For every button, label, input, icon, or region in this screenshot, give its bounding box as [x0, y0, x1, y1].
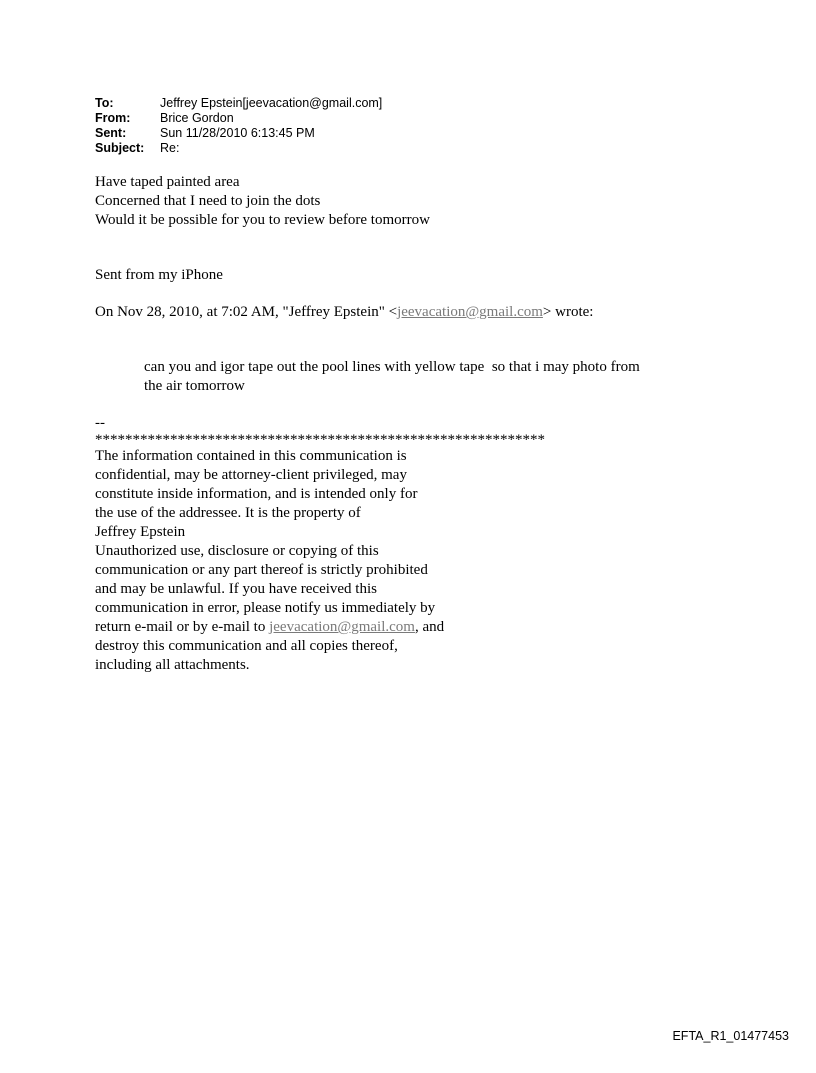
disclaimer-line: including all attachments. — [95, 657, 250, 673]
disclaimer — [95, 414, 545, 675]
disclaimer-line: destroy this communication and all copies thereof, — [95, 638, 398, 654]
to-value: Jeffrey Epstein[jeevacation@gmail.com] — [160, 96, 383, 110]
email-header — [95, 96, 382, 156]
quote-intro — [95, 303, 593, 322]
disclaimer-line: the use of the addressee. It is the property of — [95, 505, 361, 521]
to-label: To: — [95, 96, 114, 110]
stars-divider: ************************************************************ — [95, 433, 545, 447]
return-suffix: , and — [414, 619, 445, 635]
to-row — [95, 96, 382, 111]
message-line: Have taped painted area — [95, 174, 240, 190]
subject-label: Subject: — [95, 141, 145, 155]
subject-row — [95, 141, 382, 156]
sent-value: Sun 11/28/2010 6:13:45 PM — [160, 126, 315, 140]
sent-row — [95, 126, 382, 141]
message-body — [95, 173, 430, 230]
signature: Sent from my iPhone — [95, 267, 223, 283]
subject-value: Re: — [160, 141, 180, 155]
message-line: Would it be possible for you to review before tomorrow — [95, 212, 430, 228]
disclaimer-line: communication or any part thereof is strictly prohibited — [95, 562, 428, 578]
disclaimer-line: confidential, may be attorney-client privileged, may — [95, 467, 407, 483]
disclaimer-line: The information contained in this communication is — [95, 448, 407, 464]
from-label: From: — [95, 111, 131, 125]
sent-label: Sent: — [95, 126, 127, 140]
quoted-message — [144, 358, 640, 396]
quote-intro-prefix: On Nov 28, 2010, at 7:02 AM, "Jeffrey Epstein" < — [95, 304, 398, 320]
disclaimer-line: communication in error, please notify us immediately by — [95, 600, 436, 616]
quoted-line: the air tomorrow — [144, 378, 245, 394]
quote-email-link[interactable]: jeevacation@gmail.com — [397, 304, 543, 320]
message-line: Concerned that I need to join the dots — [95, 193, 321, 209]
document-id: EFTA_R1_01477453 — [672, 1029, 789, 1043]
disclaimer-line: and may be unlawful. If you have received this — [95, 581, 377, 597]
disclaimer-line: constitute inside information, and is intended only for — [95, 486, 418, 502]
from-row — [95, 111, 382, 126]
disclaimer-line: Jeffrey Epstein — [95, 524, 186, 540]
quoted-line: can you and igor tape out the pool lines with yellow tape so that i may photo from — [144, 359, 640, 375]
quote-intro-suffix: > wrote: — [542, 304, 594, 320]
disclaimer-return-line — [95, 618, 545, 637]
dashes-divider: -- — [95, 415, 105, 431]
from-value: Brice Gordon — [160, 111, 234, 125]
disclaimer-email-link[interactable]: jeevacation@gmail.com — [269, 619, 415, 635]
return-prefix: return e-mail or by e-mail to — [95, 619, 270, 635]
disclaimer-line: Unauthorized use, disclosure or copying of this — [95, 543, 379, 559]
